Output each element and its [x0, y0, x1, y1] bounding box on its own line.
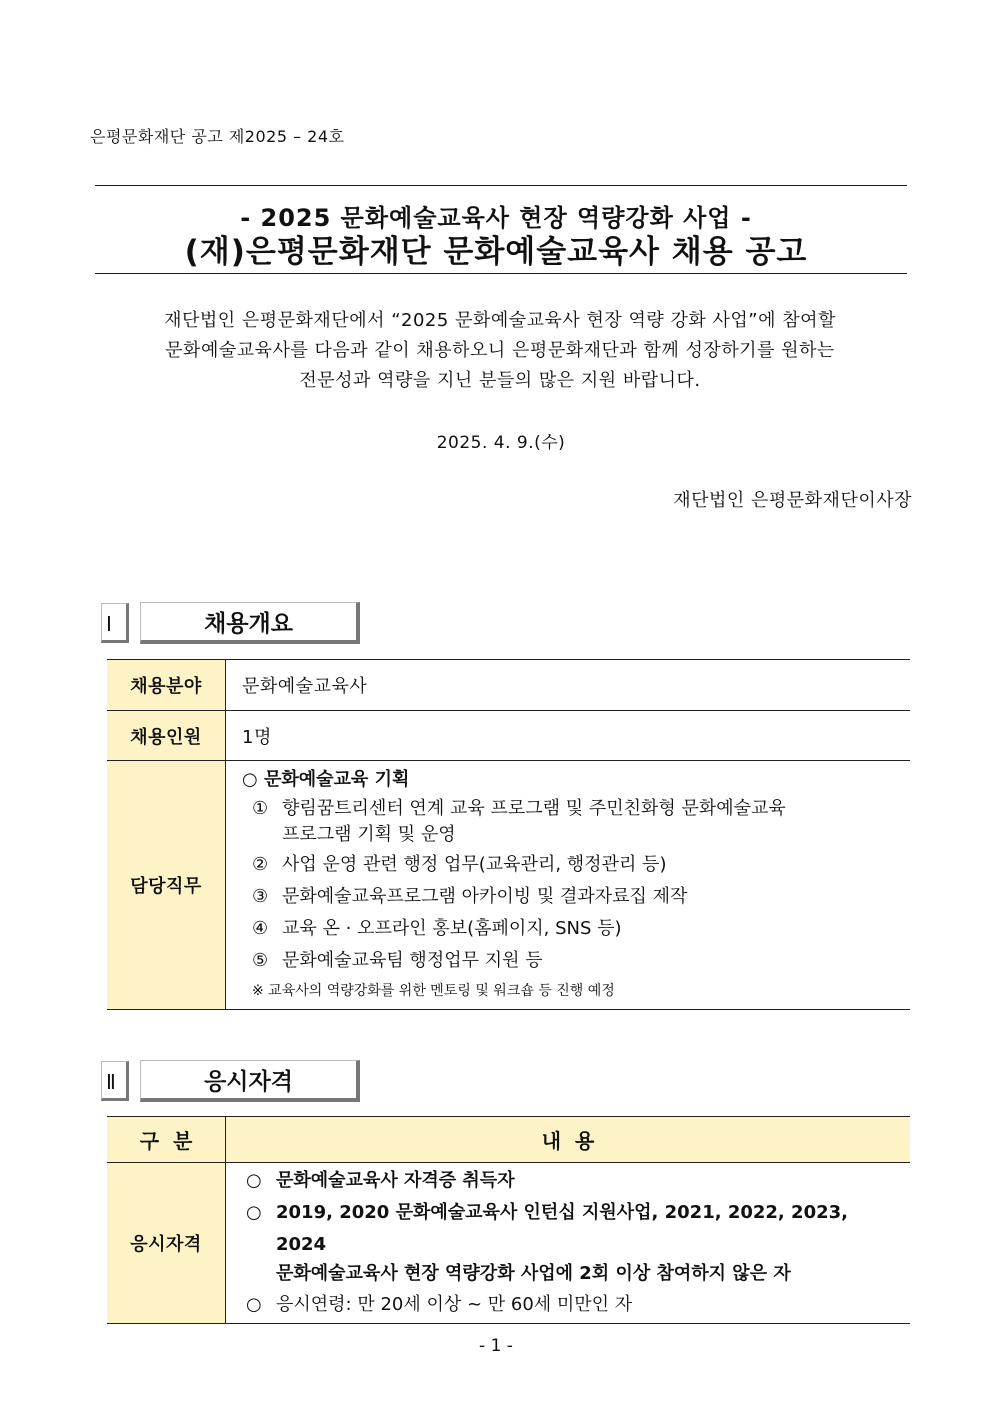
item-text: 2019, 2020 문화예술교육사 인턴십 지원사업, 2021, 2022, 2023, 2024: [276, 1202, 848, 1255]
qualification-item: [246, 1197, 904, 1261]
duty-item: [242, 913, 900, 945]
duty-item: [242, 945, 900, 977]
item-continuation: 프로그램 기획 및 운영: [282, 824, 456, 845]
intro-line: 재단법인 은평문화재단에서 “2025 문화예술교육사 현장 역량 강화 사업”에 참여할: [164, 310, 836, 331]
section-number: Ⅱ: [101, 1061, 129, 1101]
section-title: 채용개요: [140, 602, 360, 644]
duty-note: ※ 교육사의 역량강화를 위한 멘토링 및 워크숍 등 진행 예정: [252, 983, 615, 999]
qualification-item: [246, 1289, 904, 1321]
row-label: 채용분야: [107, 660, 226, 711]
announcement-date: 2025. 4. 9.(수): [436, 433, 566, 453]
signer: 재단법인 은평문화재단이사장: [673, 490, 912, 511]
section-title: 응시자격: [140, 1060, 360, 1102]
doc-number: 은평문화재단 공고 제2025 – 24호: [90, 127, 345, 146]
page-title: (재)은평문화재단 문화예술교육사 채용 공고: [184, 234, 808, 270]
item-text: 응시연령: 만 20세 이상 ~ 만 60세 미만인 자: [276, 1294, 633, 1315]
item-text: 문화예술교육사 자격증 취득자: [276, 1170, 515, 1191]
intro-paragraph: [100, 306, 900, 396]
item-text: 사업 운영 관련 행정 업무(교육관리, 행정관리 등): [282, 854, 667, 875]
qualification-cell: [226, 1163, 911, 1324]
duty-item: [242, 849, 900, 881]
header-content: 내 용: [226, 1117, 911, 1163]
duty-cell: [226, 761, 911, 1010]
qualification-item: [246, 1165, 904, 1197]
overview-table: [107, 659, 910, 1010]
duty-heading: ○ 문화예술교육 기획: [242, 769, 410, 790]
table-row: [107, 761, 910, 1010]
duty-item: [242, 881, 900, 913]
item-continuation: 문화예술교육사 현장 역량강화 사업에 2회 이상 참여하지 않은 자: [276, 1263, 791, 1284]
header-category: 구 분: [107, 1117, 226, 1163]
intro-line: 전문성과 역량을 지닌 분들의 많은 지원 바랍니다.: [299, 370, 701, 391]
row-label: 응시자격: [107, 1163, 226, 1324]
bullet: ○: [246, 1170, 262, 1191]
table-row: [107, 660, 910, 711]
row-value: 1명: [226, 711, 911, 761]
table-header-row: [107, 1117, 910, 1163]
table-row: [107, 1163, 910, 1324]
section-number: Ⅰ: [101, 603, 129, 643]
page-number: - 1 -: [479, 1336, 513, 1356]
intro-line: 문화예술교육사를 다음과 같이 채용하오니 은평문화재단과 함께 성장하기를 원하는: [165, 340, 835, 361]
title-bottom-rule: [95, 273, 907, 274]
item-text: 문화예술교육프로그램 아카이빙 및 결과자료집 제작: [282, 886, 688, 907]
qualification-table: [107, 1116, 910, 1324]
item-number: ①: [252, 798, 269, 819]
bullet: ○: [246, 1294, 262, 1315]
item-text: 문화예술교육팀 행정업무 지원 등: [282, 950, 543, 971]
title-subheading: - 2025 문화예술교육사 현장 역량강화 사업 -: [240, 204, 752, 232]
item-number: ④: [252, 918, 269, 939]
table-row: [107, 711, 910, 761]
row-value: 문화예술교육사: [226, 660, 911, 711]
item-text: 향림꿈트리센터 연계 교육 프로그램 및 주민친화형 문화예술교육: [282, 798, 786, 819]
row-label: 담당직무: [107, 761, 226, 1010]
item-number: ⑤: [252, 950, 269, 971]
bullet: ○: [246, 1202, 262, 1223]
row-label: 채용인원: [107, 711, 226, 761]
item-number: ③: [252, 886, 269, 907]
item-number: ②: [252, 854, 269, 875]
item-text: 교육 온 · 오프라인 홍보(홈페이지, SNS 등): [282, 918, 622, 939]
title-top-rule: [95, 185, 907, 186]
